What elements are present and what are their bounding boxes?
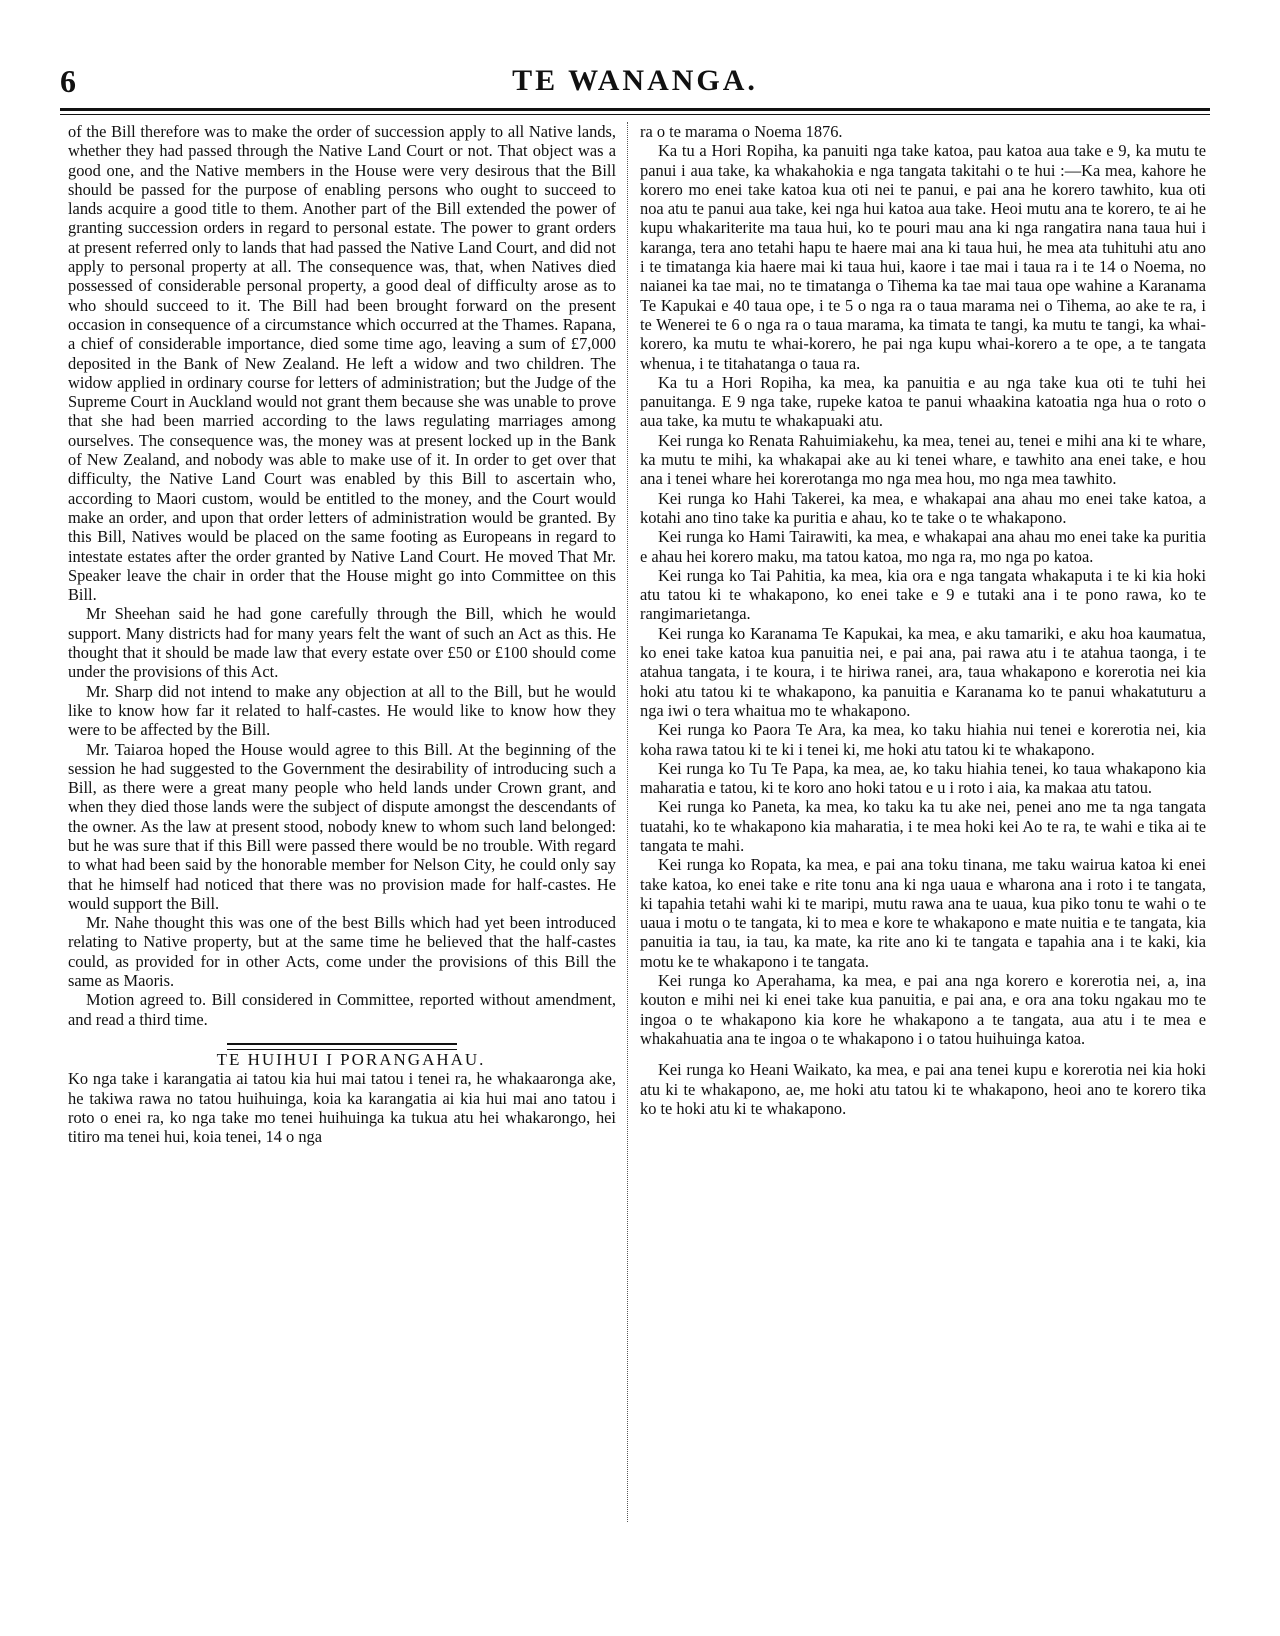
article-paragraph: of the Bill therefore was to make the order of succession apply to all Native lands, whether they had passed through the Native Land Court or not. That object was a good one, and the Native members in the House were very desirous that the Bill should be passed for the purpose of enabling persons who ought to succeed to lands acquire a good title to them. Another part of the Bill extended the power of granting succession orders in regard to personal estate. The power to grant orders at present referred only to lands that had passed the Native Land Court, and did not apply to personal property at all. The consequence was, that, when Natives died possessed of considerable personal property, a good deal of difficulty arose as to who should succeed to it. The Bill had been brought forward on the present occasion in consequence of a circumstance which occurred at the Thames. Rapana, a chief of considerable importance, died some time ago, leaving a sum of £7,000 deposited in the Bank of New Zealand. He left a widow and two children. The widow applied in ordinary course for letters of administration; but the Judge of the Supreme Court in Auckland would not grant them because she was unable to prove that she had been married according to the laws regulating marriages among ourselves. The consequence was, the money was at present locked up in the Bank of New Zealand, and nobody was able to make use of it. In order to get over that difficulty, the Native Land Court was enabled by this Bill to ascertain who, according to Maori custom, would be entitled to the money, and the Court would make an order, and upon that order letters of administration would be granted. By this Bill, Natives would be placed on the same footing as Europeans in regard to intestate estates after the order granted by Native Land Court. He moved That Mr. Speaker leave the chair in order that the House might go into Committee on this Bill. xyxy=(68,122,616,605)
page-number: 6 xyxy=(60,63,76,99)
article-paragraph: Kei runga ko Aperahama, ka mea, e pai ana nga korero e korerotia nei, a, ina kouton e mihi nei ki enei take kua panuitia, e pai ana, e ora ana toku ngakau mo te ingoa o te whakapono kia kore he whakapono a te tangata, aua atu i te mea e whakahuatia ana te ingoa o te whakapono i o tatou huihuinga katoa. xyxy=(640,971,1206,1048)
page-header xyxy=(60,58,1210,104)
article-paragraph: Mr Sheehan said he had gone carefully through the Bill, which he would support. Many districts had for many years felt the want of such an Act as this. He thought that it should be made law that every estate over £50 or £100 should come under the provisions of this Act. xyxy=(68,604,616,682)
article-paragraph: Mr. Sharp did not intend to make any objection at all to the Bill, but he would like to know how far it related to half-castes. He would like to know how they were to be affected by the Bill. xyxy=(68,681,616,740)
article-paragraph: Kei runga ko Paneta, ka mea, ko taku ka tu ake nei, penei ano me ta nga tangata tuatahi, ko te whakapono kia maharatia, i te mea hoki kei Ao te ra, te wahi e tika ai te tangata te mahi. xyxy=(640,797,1206,855)
article-paragraph: Kei runga ko Paora Te Ara, ka mea, ko taku hiahia nui tenei e korerotia nei, kia koha rawa tatou ki te ki i tenei ki, me hoki atu tatou ki te whakapono. xyxy=(640,720,1206,759)
article-paragraph: ra o te marama o Noema 1876. xyxy=(640,122,843,141)
article-paragraph: Kei runga ko Karanama Te Kapukai, ka mea, e aku tamariki, e aku hoa kaumatua, ko enei take katoa kua panuitia nei, e pai ana, pai rawa atu i te atahua taonga, i te atahua tangata, i te koura, i te hiriwa ranei, ara, taua whakapono e korerotia nei kia hoki atu tatou ki te whakapono, ka panuitia e Karanama ko te panui whakatuturu a nga iwi o tera whaitua mo te whakapono. xyxy=(640,623,1206,720)
article-paragraph: Kei runga ko Hami Tairawiti, ka mea, e whakapai ana ahau mo enei take ka puritia e ahau hei korero maku, ma tatou katoa, mo nga ra, mo nga po katoa. xyxy=(640,527,1206,566)
article-paragraph: Kei runga ko Hahi Takerei, ka mea, e whakapai ana ahau mo enei take katoa, a kotahi ano tino take ka puritia e ahau, ko te take o te whakapono. xyxy=(640,488,1206,527)
article-paragraph: Mr. Nahe thought this was one of the best Bills which had yet been introduced relating to Native property, but at the same time he believed that the half-castes could, as provided for in other Acts, come under the provisions of this Bill the same as Maoris. xyxy=(68,913,616,991)
article-paragraph: Ka tu a Hori Ropiha, ka panuiti nga take katoa, pau katoa aua take e 9, ka mutu te panui i aua take, ka whakahokia e nga tangata takitahi o te hui :—Ka mea, kahore he korero mo enei take katoa kua oti nei te panui, e pai ana he korero tawhito, kua oti noa atu te panui aua take, kei nga hui katoa aua take. Heoi mutu ana te korero, te ai he kupu whakariterite ma taua hui, ko te pouri mau ana ki nga rangatira nana taua hui i karanga, tera ano tetahi hapu te haere mai ana ki taua hui, he mea ata tuhituhi atu ano i te timatanga kia haere mai ki taua hui, kaore i tae mai i taua ra i te 14 o Noema, no naianei ka tae mai, no te timatanga o Tihema ka tae mai taua ope wahine a Karanama Te Kapukai e 40 taua ope, i te 5 o nga ra o taua marama nei o Tihema, ao ake te ra, i te Wenerei te 6 o nga ra o taua marama, ka timata te tangi, ka mutu te tangi, ka whai-korero, ka mutu te whai-korero, he pai nga kupu whai-korero a te ope, a te tangata whenua, i te titahatanga o taua ra. xyxy=(640,141,1206,373)
article-paragraph: Kei runga ko Heani Waikato, ka mea, e pai ana tenei kupu e korerotia nei kia hoki atu ki te whakapono, ae, me hoki atu tatou ki te whakapono, heoi ano te korero tika ko te hoki atu ki te whakapono. xyxy=(640,1060,1206,1118)
article-paragraph: Ka tu a Hori Ropiha, ka mea, ka panuitia e au nga take kua oti te tuhi hei panuitanga. E 9 nga take, rupeke katoa te panui whaakina katoatia nga hua o roto o aua take, ka mutu te whakapuaki atu. xyxy=(640,372,1206,431)
column-divider xyxy=(627,122,629,1522)
header-rule-thick xyxy=(60,108,1210,111)
article-paragraph: Motion agreed to. Bill considered in Committee, reported without amendment, and read a third time. xyxy=(68,990,616,1029)
article-paragraph: Kei runga ko Tu Te Papa, ka mea, ae, ko taku hiahia tenei, ko taua whakapono kia maharatia e tatou, ki te koro ano hoki tatou e u i roto i aia, ka makaa atu tatou. xyxy=(640,758,1206,798)
left-column xyxy=(68,122,616,1146)
article-paragraph: Mr. Taiaroa hoped the House would agree to this Bill. At the beginning of the session he had suggested to the Government the desirability of introducing such a Bill, as there were a great many people who held lands under Crown grant, and when they died those lands were the subject of dispute amongst the descendants of the owner. As the law at present stood, nobody knew to whom such land belonged: but he was sure that if this Bill were passed there would be no trouble. With regard to what had been said by the honorable member for Nelson City, he could only say that he himself had noticed that there was no provision made for half-castes. He would support the Bill. xyxy=(68,739,616,913)
article-paragraph: Kei runga ko Tai Pahitia, ka mea, kia ora e nga tangata whakaputa i te ki kia hoki atu tatou ki te whakapono, ko enei take e 9 e tutaki ana i te pono rawa, ko te rangimarietanga. xyxy=(640,565,1206,624)
article-paragraph: Kei runga ko Renata Rahuimiakehu, ka mea, tenei au, tenei e mihi ana ki te whare, ka mutu te mihi, ka whakapai ake au ki tenei whare, e tawhito ana enei take, e hou ana i tenei whare hei korerotanga mo nga mea hou, mo nga mea tawhito. xyxy=(640,430,1206,489)
masthead-title: TE WANANGA. xyxy=(512,64,758,97)
article-paragraph: Ko nga take i karangatia ai tatou kia hui mai tatou i tenei ra, he whakaaronga ake, he takiwa rawa no tatou huihuinga, koia ka karangatia ai kia hui mai ano tatou i roto o enei ra, ko nga take mo tenei huihuinga ka tukua atu hei whakarongo, hei titiro ma tenei hui, koia tenei, 14 o nga xyxy=(68,1069,616,1147)
section-divider xyxy=(227,1043,457,1050)
article-paragraph: Kei runga ko Ropata, ka mea, e pai ana toku tinana, me taku wairua katoa ki enei take katoa, ko enei take e rite tonu ana ki nga uaua e wharona ana i roto i te tangata, ki tapahia tetahi wahi ki te maripi, mutu rawa ana te uaua, kua piko tonu te wahi o te uaua i motu o te tangata, ki to mea e kore te whakapono e mate nuitia e te tangata, kia panuitia ia tau, ia tau, ka mate, ka rite ano ki te tangata e tapahia ana i te kaki, kia motu ke te whakapono i te tangata. xyxy=(640,855,1206,971)
header-rule-thin xyxy=(60,114,1210,115)
section-heading: TE HUIHUI I PORANGAHAU. xyxy=(216,1049,486,1069)
right-column xyxy=(640,122,1206,1118)
